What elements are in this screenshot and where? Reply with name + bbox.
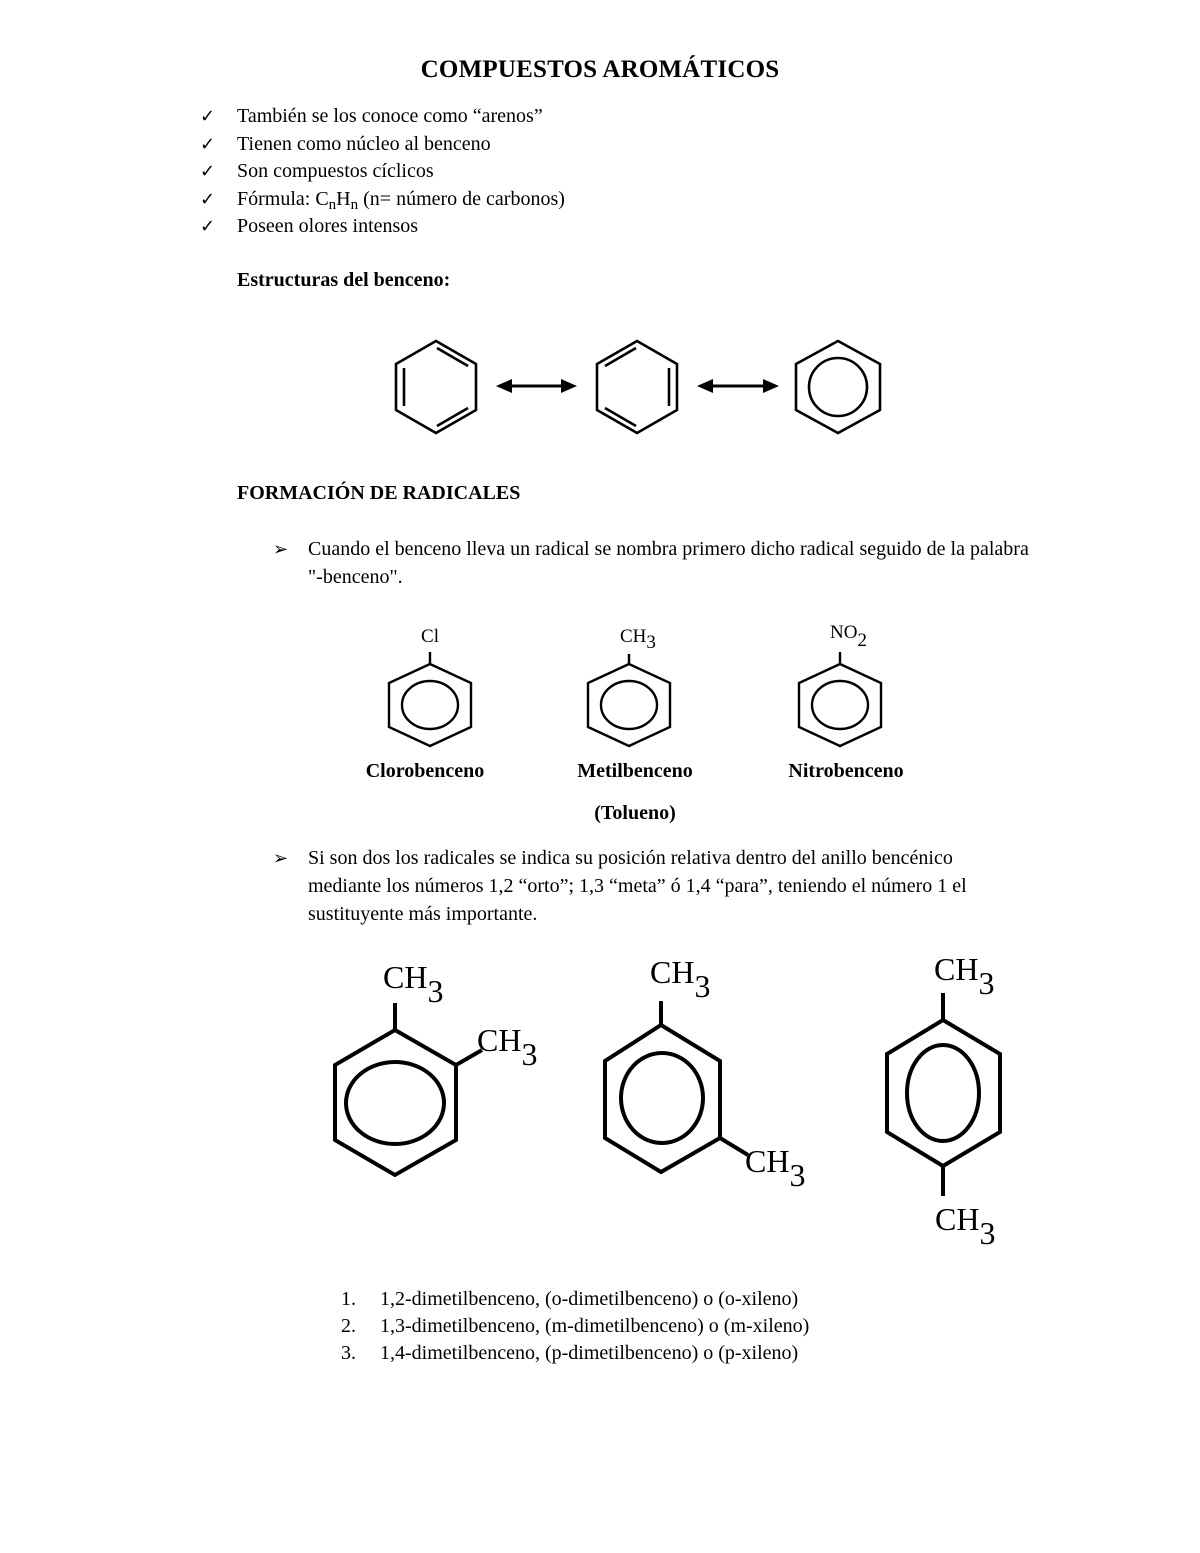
formula-text: Fórmula: $C_nH_n$ (n= número de carbonos) bbox=[237, 187, 565, 213]
checkmark-icon: ✓ bbox=[200, 188, 216, 210]
benzene-kekule-1 bbox=[396, 341, 476, 433]
caption-toluene: (Tolueno) bbox=[594, 802, 676, 824]
methyl-label: CH3 bbox=[620, 626, 656, 653]
rule-paragraph-1 bbox=[273, 535, 1048, 591]
list-item-text: 1,3-dimetilbenceno, (m-dimetilbenceno) o (m-xileno) bbox=[380, 1315, 810, 1337]
list-item bbox=[341, 1286, 809, 1313]
arrowhead-bullet-icon: ➢ bbox=[273, 848, 289, 869]
rule-text: Si son dos los radicales se indica su posición relativa dentro del anillo bencénico mediante los números 1,2 “orto”; 1,3 “meta” ó 1,4 “para”, teniendo el número 1 el sustituyente más importante. bbox=[308, 847, 967, 925]
arrowhead-bullet-icon: ➢ bbox=[273, 539, 289, 560]
ortho-methyl-1: CH3 bbox=[383, 959, 444, 1009]
rule-text: Cuando el benceno lleva un radical se nombra primero dicho radical seguido de la palabra "-benceno". bbox=[308, 538, 1029, 588]
checkmark-icon: ✓ bbox=[200, 133, 216, 155]
arrow-head-left bbox=[496, 379, 512, 393]
list-item-text: 1,4-dimetilbenceno, (p-dimetilbenceno) o (p-xileno) bbox=[380, 1342, 799, 1364]
page-title: COMPUESTOS AROMÁTICOS bbox=[420, 56, 780, 83]
caption-nitrobenzene: Nitrobenceno bbox=[788, 760, 904, 782]
list-item bbox=[341, 1340, 809, 1367]
meta-methyl-1: CH3 bbox=[650, 954, 711, 1004]
meta-xylene-structure bbox=[605, 1001, 748, 1172]
list-item-text: 1,2-dimetilbenceno, (o-dimetilbenceno) o (o-xileno) bbox=[380, 1288, 799, 1310]
list-number: 3. bbox=[341, 1342, 356, 1364]
chloro-label: Cl bbox=[421, 626, 439, 647]
arrow-head-right bbox=[561, 379, 577, 393]
list-number: 2. bbox=[341, 1315, 356, 1337]
ortho-methyl-2: CH3 bbox=[477, 1022, 538, 1072]
caption-chlorobenzene: Clorobenceno bbox=[365, 760, 485, 782]
caption-methylbenzene: Metilbenceno bbox=[577, 760, 693, 782]
chlorobenzene-structure bbox=[389, 652, 471, 746]
list-item-text: Tienen como núcleo al benceno bbox=[237, 132, 491, 155]
checkmark-icon: ✓ bbox=[200, 161, 216, 182]
structures-heading: Estructuras del benceno: bbox=[237, 269, 451, 291]
ortho-xylene-structure bbox=[335, 1003, 482, 1175]
list-item-text: Poseen olores intensos bbox=[237, 215, 419, 237]
methylbenzene-structure bbox=[588, 654, 670, 746]
arrow-head-left bbox=[697, 379, 713, 393]
list-item-text: También se los conoce como “arenos” bbox=[237, 105, 543, 127]
benzene-aromatic bbox=[796, 341, 880, 433]
nitro-label: NO2 bbox=[830, 622, 867, 651]
list-number: 1. bbox=[341, 1288, 356, 1310]
nitrobenzene-structure bbox=[799, 652, 881, 746]
list-item bbox=[341, 1313, 809, 1340]
list-item-text: Son compuestos cíclicos bbox=[237, 160, 434, 182]
para-methyl-1: CH3 bbox=[934, 951, 995, 1001]
para-methyl-2: CH3 bbox=[935, 1201, 996, 1251]
checkmark-icon: ✓ bbox=[200, 216, 216, 237]
xylene-names-list bbox=[341, 1286, 809, 1367]
arrow-head-right bbox=[763, 379, 779, 393]
meta-methyl-2: CH3 bbox=[745, 1143, 806, 1193]
rule-paragraph-2 bbox=[273, 844, 988, 928]
checkmark-icon: ✓ bbox=[200, 106, 216, 127]
benzene-kekule-2 bbox=[597, 341, 677, 433]
para-xylene-structure bbox=[887, 993, 1000, 1196]
radicals-heading: FORMACIÓN DE RADICALES bbox=[237, 482, 521, 504]
